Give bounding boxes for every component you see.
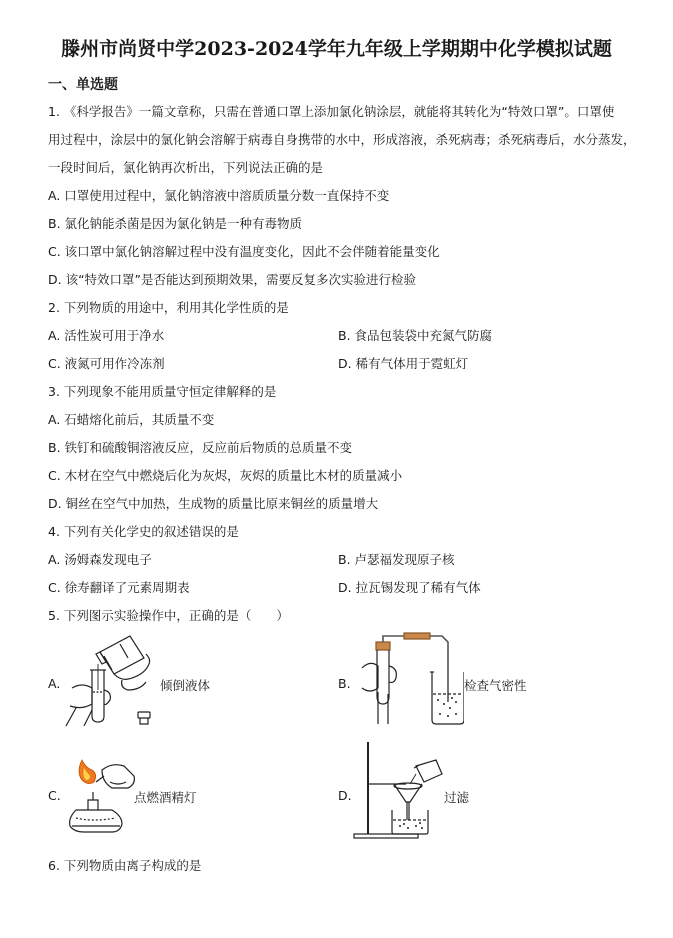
q1-stem-line-1: 1. 《科学报告》一篇文章称，只需在普通口罩上添加氯化钠涂层，就能将其转化为“特效口罩”。口罩使 bbox=[48, 104, 615, 119]
q3-option-d: D. 铜丝在空气中加热，生成物的质量比原来铜丝的质量增大 bbox=[48, 496, 379, 511]
q4-stem: 4. 下列有关化学史的叙述错误的是 bbox=[48, 524, 239, 539]
q5-option-a-label: 倾倒液体 bbox=[160, 678, 211, 693]
section-heading: 一、单选题 bbox=[48, 77, 118, 93]
q1-option-b: B. 氯化钠能杀菌是因为氯化钠是一种有毒物质 bbox=[48, 216, 303, 231]
q5-option-c-letter: C. bbox=[48, 788, 61, 803]
q2-option-d: D. 稀有气体用于霓虹灯 bbox=[338, 356, 469, 371]
q5-option-c-label: 点燃酒精灯 bbox=[134, 790, 197, 805]
q4-option-b: B. 卢瑟福发现原子核 bbox=[338, 552, 455, 567]
q4-option-c: C. 徐寿翻译了元素周期表 bbox=[48, 580, 190, 595]
q2-option-b: B. 食品包装袋中充氮气防腐 bbox=[338, 328, 493, 343]
q1-option-c: C. 该口罩中氯化钠溶解过程中没有温度变化，因此不会伴随着能量变化 bbox=[48, 244, 440, 259]
q5-option-d-letter: D. bbox=[338, 788, 352, 803]
q2-option-a: A. 活性炭可用于净水 bbox=[48, 328, 165, 343]
airtightness-check-illustration bbox=[352, 632, 464, 728]
q2-option-c: C. 液氮可用作冷冻剂 bbox=[48, 356, 165, 371]
q3-option-a: A. 石蜡熔化前后，其质量不变 bbox=[48, 412, 215, 427]
q3-option-b: B. 铁钉和硫酸铜溶液反应，反应前后物质的总质量不变 bbox=[48, 440, 353, 455]
q5-option-a-letter: A. bbox=[48, 676, 61, 691]
q1-stem-line-3: 一段时间后，氯化钠再次析出，下列说法正确的是 bbox=[48, 160, 324, 175]
q2-stem: 2. 下列物质的用途中，利用其化学性质的是 bbox=[48, 300, 289, 315]
page-title: 滕州市尚贤中学2023-2024学年九年级上学期期中化学模拟试题 bbox=[61, 38, 612, 60]
q5-option-b-letter: B. bbox=[338, 676, 351, 691]
q1-option-a: A. 口罩使用过程中，氯化钠溶液中溶质质量分数一直保持不变 bbox=[48, 188, 390, 203]
q6-stem: 6. 下列物质由离子构成的是 bbox=[48, 858, 202, 873]
q5-option-d-label: 过滤 bbox=[444, 790, 470, 805]
q1-stem-line-2: 用过程中，涂层中的氯化钠会溶解于病毒自身携带的水中，形成溶液，杀死病毒；杀死病毒后，水分蒸发， bbox=[48, 132, 636, 147]
q5-option-b-label: 检查气密性 bbox=[464, 678, 527, 693]
q3-option-c: C. 木材在空气中燃烧后化为灰烬，灰烬的质量比木材的质量减小 bbox=[48, 468, 403, 483]
filtration-illustration bbox=[352, 740, 448, 840]
q4-option-d: D. 拉瓦锡发现了稀有气体 bbox=[338, 580, 481, 595]
pouring-liquid-illustration bbox=[62, 630, 158, 728]
q1-option-d: D. 该“特效口罩”是否能达到预期效果，需要反复多次实验进行检验 bbox=[48, 272, 417, 287]
q4-option-a: A. 汤姆森发现电子 bbox=[48, 552, 152, 567]
alcohol-lamp-illustration bbox=[62, 752, 142, 836]
q3-stem: 3. 下列现象不能用质量守恒定律解释的是 bbox=[48, 384, 277, 399]
q5-stem: 5. 下列图示实验操作中，正确的是（ ） bbox=[48, 608, 289, 623]
